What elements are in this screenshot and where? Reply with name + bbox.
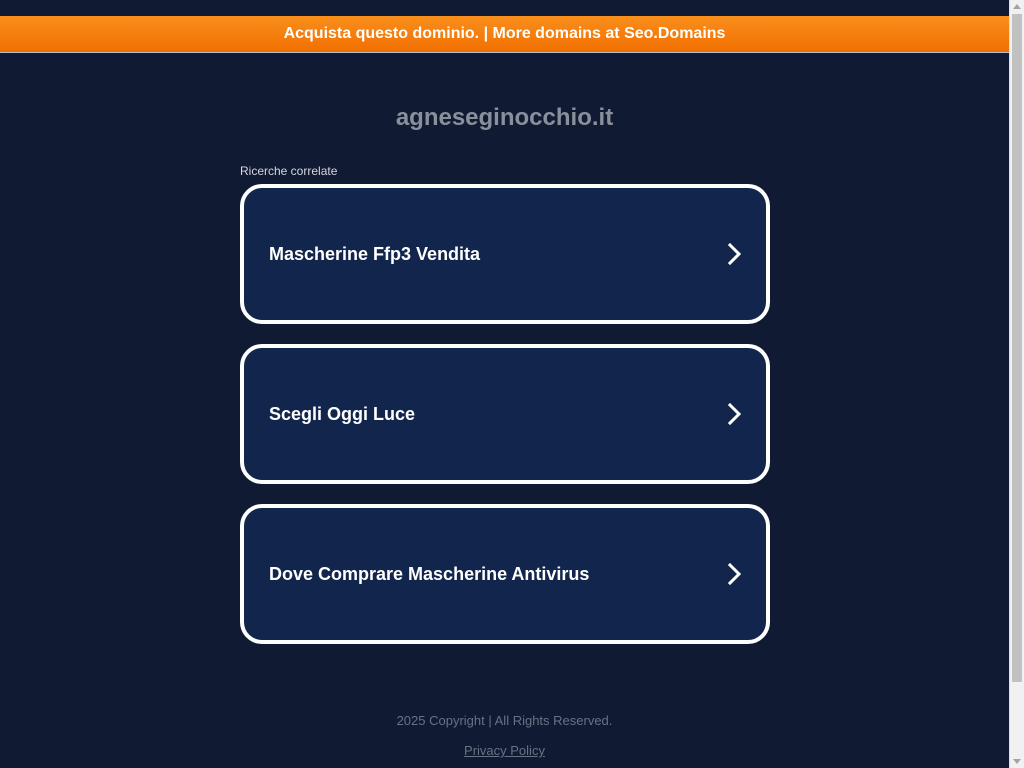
related-search-card[interactable] [240,504,770,644]
scroll-down-arrow-icon[interactable] [1013,759,1021,764]
related-search-label[interactable]: Mascherine Ffp3 Vendita [269,243,481,264]
scroll-up-arrow-icon[interactable] [1013,4,1021,9]
privacy-policy-link[interactable]: Privacy Policy [464,743,545,758]
related-search-card[interactable] [240,344,770,484]
buy-domain-banner[interactable] [0,16,1009,53]
related-search-label[interactable]: Scegli Oggi Luce [269,403,416,424]
chevron-right-icon [722,402,746,426]
scrollbar-thumb[interactable] [1012,14,1022,682]
chevron-right-icon [722,242,746,266]
related-search-card[interactable] [240,184,770,324]
banner-text[interactable]: Acquista questo dominio. | More domains at Seo.Domains [283,25,726,42]
related-search-label[interactable]: Dove Comprare Mascherine Antivirus [269,563,590,584]
related-searches-label: Ricerche correlate [240,164,338,178]
domain-title: agneseginocchio.it [395,104,614,131]
privacy-policy [0,743,1009,758]
copyright-text: 2025 Copyright | All Rights Reserved. [396,713,613,728]
vertical-scrollbar[interactable] [1009,0,1024,768]
top-strip [0,0,1009,16]
chevron-right-icon [722,562,746,586]
